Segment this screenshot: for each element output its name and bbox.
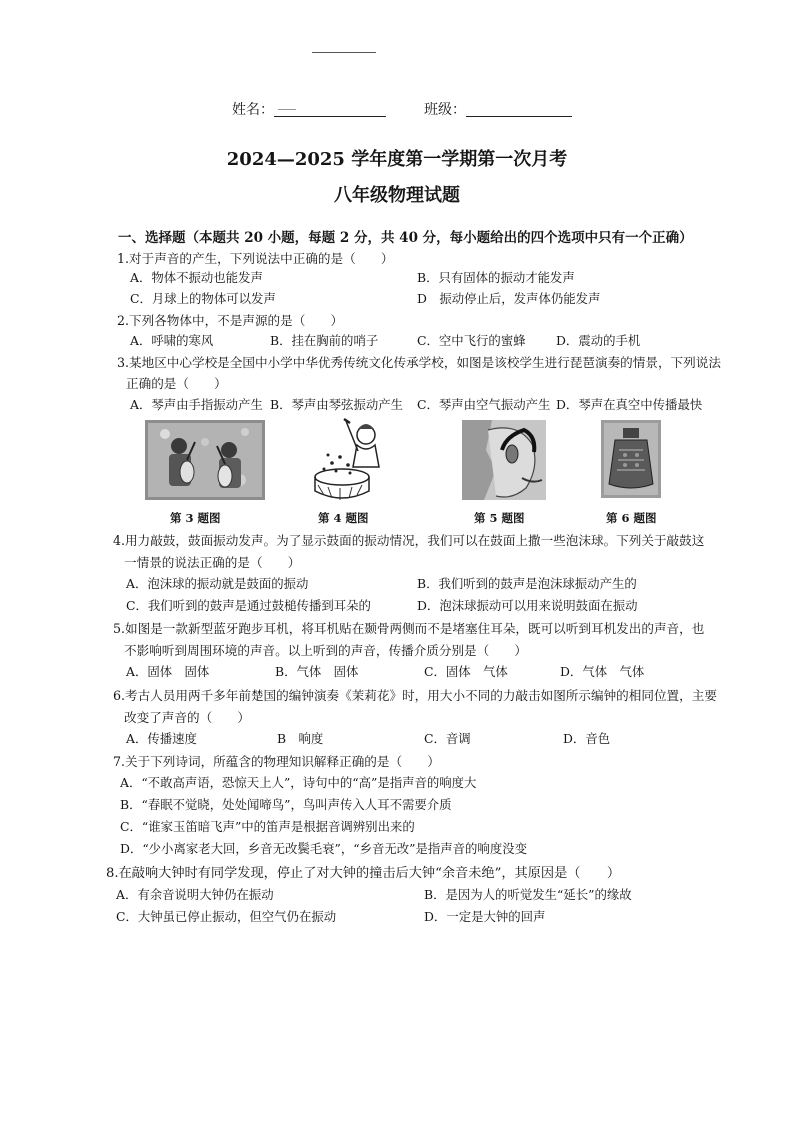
figure-5-earphone	[462, 420, 546, 500]
q7-option-c[interactable]: C．“谁家玉笛暗飞声”中的笛声是根据音调辨别出来的	[120, 819, 415, 834]
q6-stem-line2: 改变了声音的（ ）	[124, 710, 250, 725]
q2-stem: 2.下列各物体中，不是声源的是（ ）	[117, 313, 344, 328]
bone-conduction-earphone-photo	[462, 420, 546, 500]
q2-option-c[interactable]: C．空中飞行的蜜蜂	[417, 333, 526, 348]
q5-option-c[interactable]: C．固体 气体	[424, 664, 508, 679]
drum-with-foam-balls-drawing	[310, 415, 388, 505]
pipa-performance-photo	[145, 420, 265, 500]
q1-option-d[interactable]: D 振动停止后，发声体仍能发声	[417, 291, 601, 306]
q3-option-a[interactable]: A．琴声由手指振动产生	[130, 397, 263, 412]
q7-stem: 7.关于下列诗词，所蕴含的物理知识解释正确的是（ ）	[113, 754, 440, 769]
q1-stem: 1.对于声音的产生，下列说法中正确的是（ ）	[117, 251, 394, 266]
name-underline[interactable]	[274, 96, 386, 117]
q7-option-a[interactable]: A．“不敢高声语，恐惊天上人”，诗句中的“高”是指声音的响度大	[120, 775, 477, 790]
q3-option-d[interactable]: D．琴声在真空中传播最快	[556, 397, 703, 412]
q8-option-d[interactable]: D．一定是大钟的回声	[424, 909, 546, 924]
q5-stem-line1: 5.如图是一款新型蓝牙跑步耳机，将耳机贴在颞骨两侧而不是堵塞住耳朵，既可以听到耳机发出的声音，也	[113, 621, 705, 636]
class-field[interactable]	[424, 99, 572, 119]
q1-option-a[interactable]: A．物体不振动也能发声	[130, 270, 263, 285]
q4-stem-line2: 一情景的说法正确的是（ ）	[124, 555, 301, 570]
q2-option-b[interactable]: B．挂在胸前的哨子	[270, 333, 379, 348]
q3-option-c[interactable]: C．琴声由空气振动产生	[417, 397, 551, 412]
q6-stem-line1: 6.考古人员用两千多年前楚国的编钟演奏《茉莉花》时，用大小不同的力敲击如图所示编钟的相同位置，主要	[113, 688, 717, 703]
figure-6-caption: 第 6 题图	[606, 511, 657, 525]
q8-option-c[interactable]: C．大钟虽已停止振动，但空气仍在振动	[116, 909, 337, 924]
q4-option-d[interactable]: D．泡沫球振动可以用来说明鼓面在振动	[417, 598, 638, 613]
q7-option-b[interactable]: B．“春眠不觉晓，处处闻啼鸟”，鸟叫声传入人耳不需要介质	[120, 797, 452, 812]
figure-3-pipa	[145, 420, 265, 500]
q1-option-c[interactable]: C．月球上的物体可以发声	[130, 291, 276, 306]
exam-title: 2024—2025 学年度第一学期第一次月考	[226, 149, 568, 170]
q4-option-a[interactable]: A．泡沫球的振动就是鼓面的振动	[126, 576, 309, 591]
q8-option-a[interactable]: A．有余音说明大钟仍在振动	[116, 887, 274, 902]
q6-option-c[interactable]: C．音调	[424, 731, 471, 746]
name-blank: ___	[278, 96, 296, 110]
q5-stem-line2: 不影响听到周围环境的声音。以上听到的声音，传播介质分别是（ ）	[124, 643, 527, 658]
class-underline[interactable]	[466, 102, 572, 117]
q5-option-d[interactable]: D．气体 气体	[560, 664, 645, 679]
q7-option-d[interactable]: D．“少小离家老大回，乡音无改鬓毛衰”，“乡音无改”是指声音的响度没变	[120, 841, 527, 856]
q5-option-b[interactable]: B．气体 固体	[275, 664, 359, 679]
q8-stem: 8.在敲响大钟时有同学发现，停止了对大钟的撞击后大钟“余音未绝”，其原因是（ ）	[106, 866, 620, 881]
figure-3-caption: 第 3 题图	[170, 511, 221, 525]
q4-option-c[interactable]: C．我们听到的鼓声是通过鼓槌传播到耳朵的	[126, 598, 371, 613]
figure-4-drum	[310, 415, 388, 505]
name-label: 姓名：	[232, 102, 274, 118]
bianzhong-bell-photo	[601, 420, 661, 498]
q6-option-b[interactable]: B 响度	[277, 731, 324, 746]
q3-option-b[interactable]: B．琴声由琴弦振动产生	[270, 397, 404, 412]
q1-option-b[interactable]: B．只有固体的振动才能发声	[417, 270, 575, 285]
figure-5-caption: 第 5 题图	[474, 511, 525, 525]
q2-option-a[interactable]: A．呼啸的寒风	[130, 333, 214, 348]
figure-4-caption: 第 4 题图	[318, 511, 369, 525]
q5-option-a[interactable]: A．固体 固体	[126, 664, 210, 679]
exam-subtitle: 八年级物理试题	[334, 185, 460, 206]
top-scan-mark	[312, 52, 376, 53]
q6-option-a[interactable]: A．传播速度	[126, 731, 197, 746]
q2-option-d[interactable]: D．震动的手机	[556, 333, 641, 348]
q4-stem-line1: 4.用力敲鼓，鼓面振动发声。为了显示鼓面的振动情况，我们可以在鼓面上撒一些泡沫球。下列关于敲鼓这	[113, 533, 705, 548]
section-heading: 一、选择题（本题共 20 小题，每题 2 分，共 40 分，每小题给出的四个选项中只有一个正确）	[118, 230, 693, 246]
class-label: 班级：	[424, 102, 466, 118]
q3-stem-line2: 正确的是（ ）	[126, 376, 227, 391]
q3-stem-line1: 3.某地区中心学校是全国中小学中华优秀传统文化传承学校，如图是该校学生进行琵琶演奏的情景，下列说法	[117, 355, 721, 370]
name-field[interactable]	[232, 96, 386, 119]
q4-option-b[interactable]: B．我们听到的鼓声是泡沫球振动产生的	[417, 576, 637, 591]
q8-option-b[interactable]: B．是因为人的听觉发生“延长”的缘故	[424, 887, 632, 902]
q6-option-d[interactable]: D．音色	[563, 731, 611, 746]
figure-6-bianzhong	[601, 420, 661, 498]
